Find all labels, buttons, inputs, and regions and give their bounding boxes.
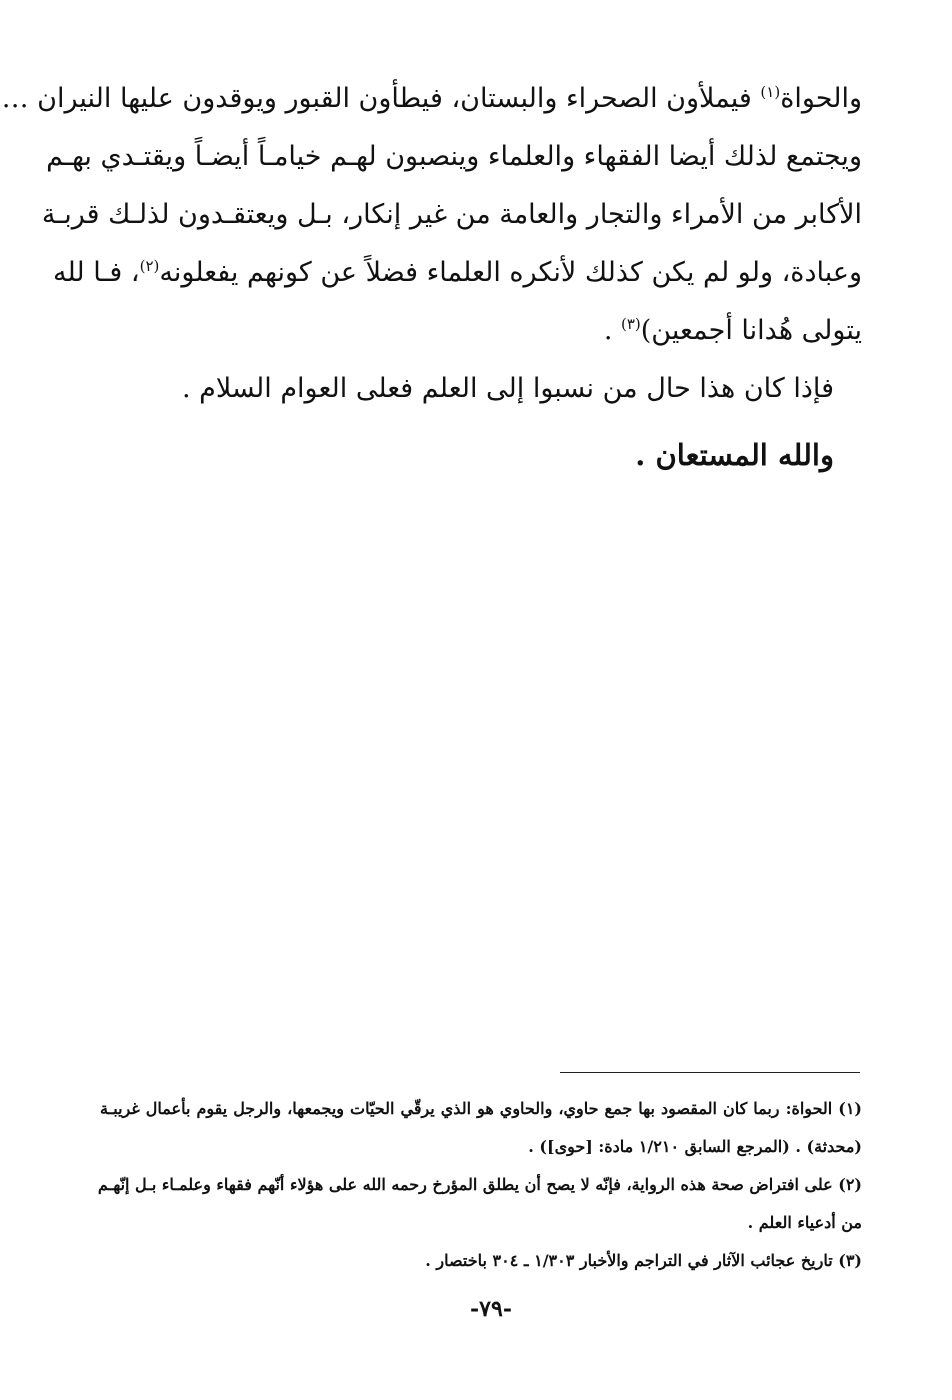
footnote-line-1: (١) الحواة: ربما كان المقصود بها جمع حاوي، والحاوي هو الذي يرقّي الحيّات ويجمعها، والرجل يقوم بأعمال غريبـة xyxy=(100,1099,862,1118)
text-segment: وعبادة، ولو لم يكن كذلك لأنكره العلماء فضلاً عن كونهم يفعلونه xyxy=(159,257,862,288)
text-segment: ، فـا لله xyxy=(53,257,140,288)
text-segment: فيملأون الصحراء والبستان، فيطأون القبور ويوقدون عليها النيران … xyxy=(1,83,761,114)
text-line-2: ويجتمع لذلك أيضا الفقهاء والعلماء وينصبون لهـم خيامـاً أيضـاً ويقتـدي بهـم xyxy=(46,141,862,172)
closing-line: والله المستعان . xyxy=(635,438,834,472)
footnote-line-4: من أدعياء العلم . xyxy=(747,1213,862,1232)
text-segment: يتولى هُدانا أجمعين) xyxy=(640,315,862,346)
footnote-ref-3[interactable]: (٣) xyxy=(620,315,641,333)
text-segment: . xyxy=(603,315,621,346)
footnote-ref-1[interactable]: (١) xyxy=(760,83,781,101)
footnote-line-5: (٣) تاريخ عجائب الآثار في التراجم والأخبار ١/٣٠٣ ـ ٣٠٤ باختصار . xyxy=(425,1251,862,1270)
text-segment: والحواة xyxy=(780,83,862,114)
text-line-6: فإذا كان هذا حال من نسبوا إلى العلم فعلى العوام السلام . xyxy=(181,373,834,404)
text-line-4 xyxy=(53,244,862,302)
text-line-3: الأكابر من الأمراء والتجار والعامة من غير إنكار، بـل ويعتقـدون لذلـك قربـة xyxy=(41,199,862,230)
main-text xyxy=(1,70,862,484)
text-line-1 xyxy=(1,70,862,128)
footnote-ref-2[interactable]: (٢) xyxy=(139,257,160,275)
footnotes xyxy=(97,1090,862,1280)
text-line-5 xyxy=(100,302,862,360)
footnote-line-3: (٢) على افتراض صحة هذه الرواية، فإنّه لا يصح أن يطلق المؤرخ رحمه الله على هؤلاء أنّهم فقهاء وعلمـاء بـل إنّهـم xyxy=(97,1175,862,1194)
page-number: -٧٩- xyxy=(470,1296,512,1322)
footnote-separator xyxy=(560,1072,860,1073)
footnote-line-2: (محدثة) . (المرجع السابق ١/٢١٠ مادة: [حوى]) . xyxy=(528,1137,862,1156)
